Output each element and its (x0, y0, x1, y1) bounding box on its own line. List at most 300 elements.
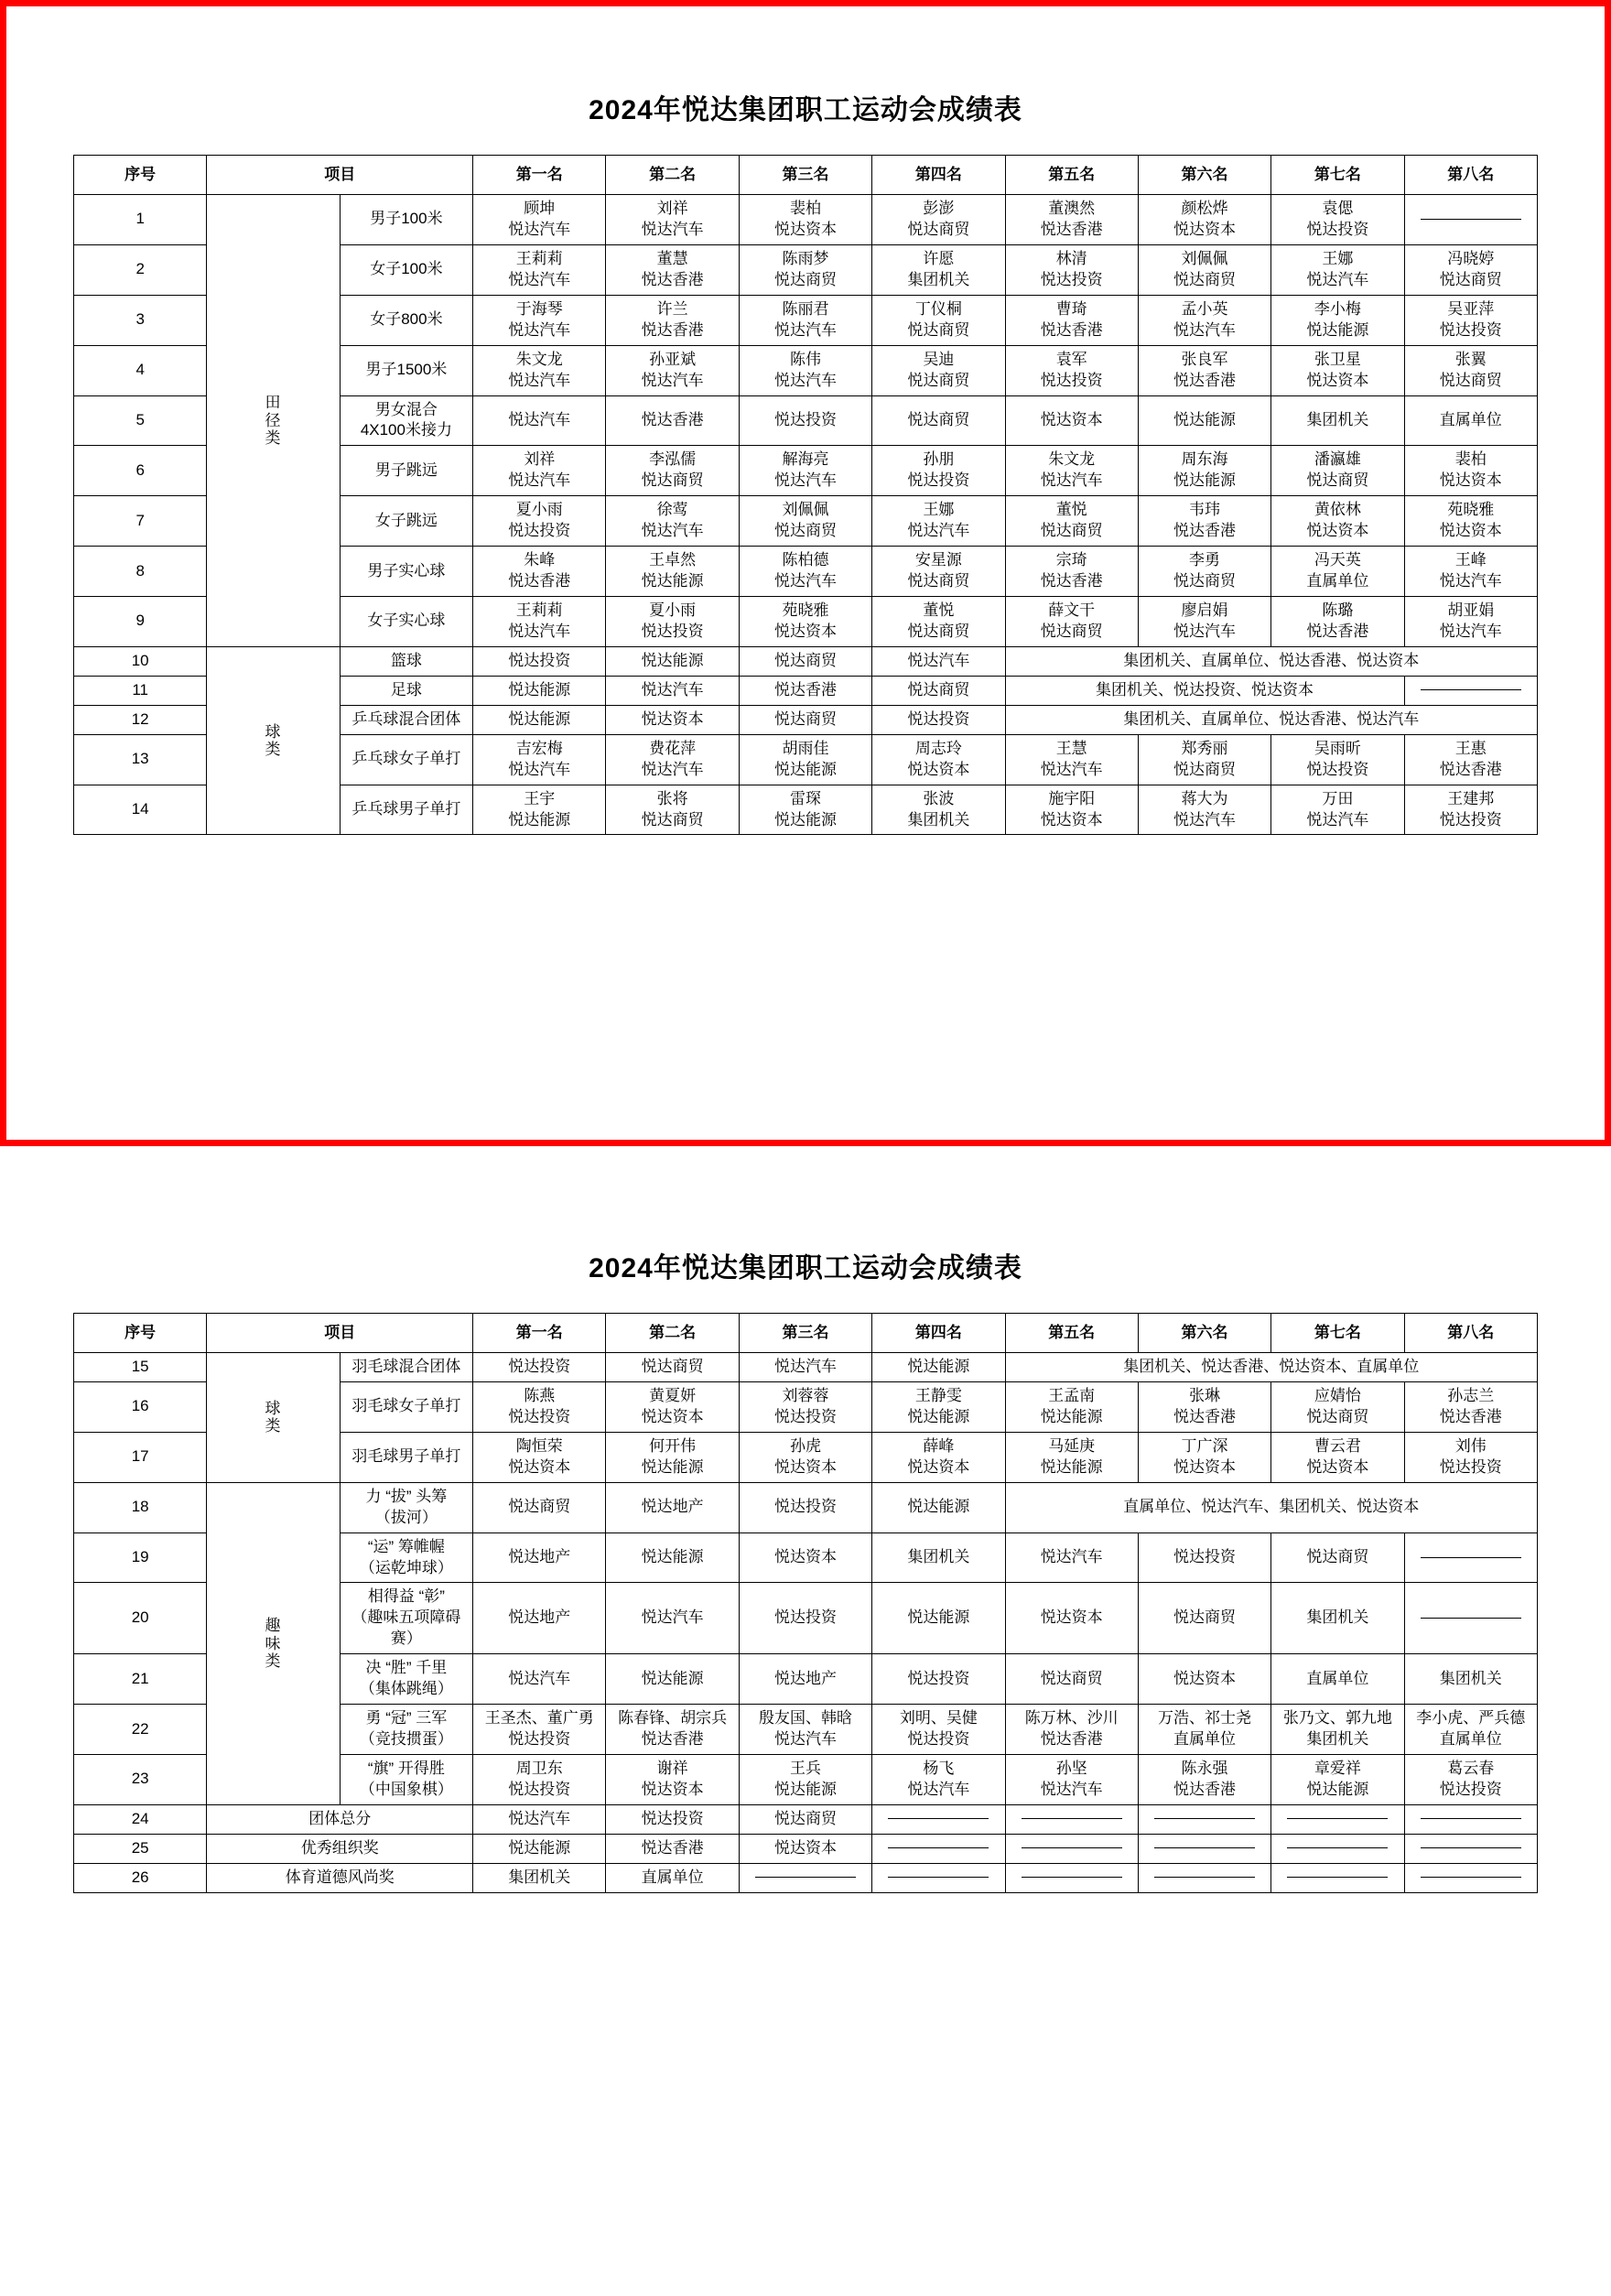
winner-org: 悦达能源 (1040, 1407, 1103, 1425)
place-2-cell (606, 1705, 739, 1755)
winner-org: 悦达商贸 (907, 622, 970, 640)
place-8-cell (1404, 295, 1537, 345)
place-7-cell (1271, 295, 1404, 345)
place-6-cell (1138, 547, 1270, 597)
place-8-cell (1404, 785, 1537, 835)
place-2-cell (606, 646, 739, 676)
place-2-cell (606, 1654, 739, 1705)
winner-org: 悦达商贸 (1040, 522, 1103, 540)
winner-org: 悦达投资 (641, 1809, 704, 1827)
row-index: 8 (74, 547, 207, 597)
table-row (74, 1863, 1538, 1892)
event-name: 羽毛球混合团体 (340, 1353, 472, 1382)
winner-org: 悦达商贸 (1306, 1407, 1369, 1425)
place-1-cell (473, 1804, 606, 1834)
place-2-cell (606, 1353, 739, 1382)
place-2-cell (606, 244, 739, 295)
winner-name: 颜松烨 (1181, 200, 1228, 217)
place-3-cell (739, 785, 871, 835)
place-7-cell (1271, 1381, 1404, 1432)
place-3-cell (739, 195, 871, 245)
place-3-cell (739, 1863, 871, 1892)
winner-org: 悦达商贸 (1173, 270, 1237, 288)
winner-org: 悦达投资 (1040, 270, 1103, 288)
winner-org: 直属单位 (1306, 572, 1369, 590)
winner-org: 悦达商贸 (641, 471, 704, 490)
empty-dash (1421, 689, 1521, 691)
row-index: 22 (74, 1705, 207, 1755)
winner-org: 悦达商贸 (1173, 1608, 1237, 1627)
winner-org: 悦达资本 (1306, 371, 1369, 389)
winner-org: 悦达商贸 (1306, 471, 1369, 490)
place-5-cell (1005, 295, 1138, 345)
table-row (74, 195, 1538, 245)
winner-org: 悦达资本 (1173, 1669, 1237, 1687)
place-1-cell (473, 1381, 606, 1432)
place-7-cell (1271, 1755, 1404, 1805)
place-6-cell (1138, 244, 1270, 295)
winner-org: 悦达能源 (773, 1780, 837, 1798)
winner-name: 张波 (923, 789, 955, 807)
place-6-cell (1138, 597, 1270, 647)
empty-dash (888, 1877, 989, 1879)
winner-org: 悦达能源 (907, 1608, 970, 1627)
row-index: 1 (74, 195, 207, 245)
header-place-2: 第二名 (606, 156, 739, 195)
winner-org: 悦达香港 (1173, 522, 1237, 540)
empty-dash (888, 1818, 989, 1820)
winner-name: 裴柏 (1454, 450, 1487, 469)
winner-org: 悦达商贸 (773, 1809, 837, 1827)
empty-dash (1022, 1818, 1122, 1820)
place-7-cell (1271, 1532, 1404, 1583)
event-name: 团体总分 (207, 1804, 473, 1834)
winner-org: 悦达投资 (907, 1669, 970, 1687)
winner-name: 顾坤 (524, 200, 556, 217)
winner-org: 悦达汽车 (907, 651, 970, 669)
winner-name: 苑晓雅 (782, 601, 829, 619)
header-place-6: 第六名 (1138, 1314, 1270, 1353)
winner-org: 悦达汽车 (508, 760, 571, 778)
empty-dash (888, 1847, 989, 1849)
place-6-cell (1138, 1863, 1270, 1892)
place-3-cell (739, 1482, 871, 1532)
winner-org: 悦达商贸 (907, 572, 970, 590)
winner-org: 悦达资本 (508, 1457, 571, 1476)
place-8-cell (1404, 1432, 1537, 1482)
winner-name: 何开伟 (649, 1436, 697, 1455)
place-4-cell (872, 705, 1005, 734)
winner-org: 悦达地产 (508, 1548, 571, 1566)
winner-name: 王惠 (1454, 739, 1487, 757)
place-3-cell (739, 1353, 871, 1382)
winner-org: 悦达香港 (1040, 220, 1103, 238)
place-5-cell (1005, 496, 1138, 547)
winner-name: 袁偲 (1322, 200, 1354, 217)
document-page-2 (0, 1164, 1611, 2296)
results-table-page-1 (73, 155, 1538, 835)
place-3-cell (739, 734, 871, 785)
place-1-cell (473, 734, 606, 785)
winner-name: 董慧 (656, 249, 688, 267)
table-row (74, 1804, 1538, 1834)
place-5-cell (1005, 1804, 1138, 1834)
winner-org: 悦达地产 (773, 1669, 837, 1687)
place-6-cell (1138, 1583, 1270, 1654)
place-8-cell (1404, 1705, 1537, 1755)
winner-org: 悦达香港 (1306, 622, 1369, 640)
place-1-cell (473, 345, 606, 395)
winner-name: 丁仪桐 (914, 299, 962, 318)
place-3-cell (739, 646, 871, 676)
winner-name: 李勇 (1189, 551, 1221, 569)
winner-name: 刘蓉蓉 (782, 1386, 829, 1404)
place-5-cell (1005, 345, 1138, 395)
winner-org: 直属单位、悦达汽车、集团机关、悦达资本 (1123, 1498, 1420, 1516)
event-name: 男子100米 (340, 195, 472, 245)
place-6-cell (1404, 676, 1537, 705)
winner-name: 裴柏 (789, 200, 821, 217)
winner-name: 章爱祥 (1314, 1760, 1361, 1777)
winner-name: 刘佩佩 (1181, 249, 1228, 267)
winner-org: 悦达资本 (1040, 1608, 1103, 1627)
winner-org: 悦达投资 (907, 1730, 970, 1749)
winner-name: 孙虎 (789, 1436, 821, 1455)
winner-org: 悦达能源 (508, 810, 571, 829)
winner-name: 冯晓婷 (1447, 249, 1495, 267)
place-1-cell (473, 705, 606, 734)
place-4-cell (872, 1532, 1005, 1583)
place-7-cell (1271, 1804, 1404, 1834)
winner-org: 悦达汽车 (1040, 471, 1103, 490)
winner-org: 悦达香港 (641, 270, 704, 288)
place-6-cell (1138, 1705, 1270, 1755)
winner-org: 悦达资本 (907, 760, 970, 778)
place-2-cell (606, 1583, 739, 1654)
place-4-cell (872, 395, 1005, 446)
winner-org: 悦达资本 (907, 1457, 970, 1476)
winner-org: 悦达汽车 (1040, 1780, 1103, 1798)
winner-org: 悦达汽车 (641, 371, 704, 389)
place-3-cell (739, 705, 871, 734)
row-index: 24 (74, 1804, 207, 1834)
winner-name: 孙朋 (923, 450, 955, 469)
place-5-cell (1005, 1834, 1138, 1863)
place-1-cell (473, 295, 606, 345)
winner-name: 陈璐 (1322, 601, 1354, 619)
place-5-cell (1005, 1654, 1138, 1705)
place-2-cell (606, 1804, 739, 1834)
place-4-cell (872, 734, 1005, 785)
winner-org: 悦达地产 (508, 1608, 571, 1627)
place-1-cell (473, 547, 606, 597)
header-row-2 (74, 1314, 1538, 1353)
empty-dash (1154, 1818, 1255, 1820)
winner-org: 集团机关 (1306, 1730, 1369, 1749)
winner-name: 潘瀛雄 (1314, 450, 1361, 469)
winner-org: 悦达资本 (1040, 410, 1103, 428)
winner-name: 施宇阳 (1048, 789, 1096, 807)
place-4-cell (872, 646, 1005, 676)
place-8-cell (1404, 345, 1537, 395)
place-6-cell (1138, 785, 1270, 835)
place-4-cell (872, 195, 1005, 245)
row-index: 25 (74, 1834, 207, 1863)
winner-org: 悦达汽车 (1439, 622, 1502, 640)
results-table-page-2 (73, 1313, 1538, 1893)
winner-org: 悦达汽车 (508, 371, 571, 389)
place-5-cell (1005, 244, 1138, 295)
winner-name: 曹云君 (1314, 1436, 1361, 1455)
header-row (74, 156, 1538, 195)
row-index: 18 (74, 1482, 207, 1532)
row-index: 21 (74, 1654, 207, 1705)
winner-org: 悦达资本 (641, 1407, 704, 1425)
place-1-cell (473, 1432, 606, 1482)
place-8-cell (1404, 1863, 1537, 1892)
event-name: 乒乓球女子单打 (340, 734, 472, 785)
empty-dash (1022, 1877, 1122, 1879)
place-1-cell (473, 395, 606, 446)
place-5-cell (1005, 195, 1138, 245)
place-7-cell (1271, 195, 1404, 245)
winner-org: 悦达香港 (773, 680, 837, 699)
winner-name: 廖启娟 (1181, 601, 1228, 619)
winner-name: 韦玮 (1189, 501, 1221, 519)
place-1-cell (473, 244, 606, 295)
event-name: 力 “拔” 头筹 （拔河） (340, 1482, 472, 1532)
winner-name: 万田 (1322, 789, 1354, 807)
winner-org: 悦达商贸 (1306, 1548, 1369, 1566)
winner-org: 悦达汽车 (508, 270, 571, 288)
place-5-cell (1005, 597, 1138, 647)
winner-org: 悦达资本 (1306, 1457, 1369, 1476)
event-name: “运” 筹帷幄 （运乾坤球） (340, 1532, 472, 1583)
winner-org: 悦达投资 (1040, 371, 1103, 389)
place-2-cell (606, 1755, 739, 1805)
winner-org: 悦达商贸 (641, 810, 704, 829)
place-1-cell (473, 676, 606, 705)
winner-name: 薛文干 (1048, 601, 1096, 619)
winner-name: 王宇 (524, 789, 556, 807)
event-name: 男子1500米 (340, 345, 472, 395)
winner-name: 王慧 (1055, 739, 1087, 757)
winner-org: 悦达香港 (641, 410, 704, 428)
place-3-cell (739, 1532, 871, 1583)
empty-dash (1421, 1847, 1521, 1849)
place-7-cell (1271, 395, 1404, 446)
winner-name: 徐莺 (656, 501, 688, 519)
winner-org: 悦达香港 (1040, 1730, 1103, 1749)
winner-org: 悦达香港 (641, 1730, 704, 1749)
winner-org: 悦达投资 (1306, 220, 1369, 238)
place-3-cell (739, 295, 871, 345)
winner-org: 悦达投资 (773, 1498, 837, 1516)
winner-name: 周志玲 (914, 739, 962, 757)
empty-dash (1421, 1618, 1521, 1619)
winner-name: 王圣杰、董广勇 (484, 1709, 594, 1727)
winner-name: 陈丽君 (782, 299, 829, 318)
winner-org: 悦达商贸 (773, 270, 837, 288)
winner-org: 悦达投资 (508, 651, 571, 669)
winner-name: 胡雨佳 (782, 739, 829, 757)
place-7-cell (1271, 446, 1404, 496)
event-name: 足球 (340, 676, 472, 705)
empty-dash (755, 1877, 856, 1879)
winner-org: 悦达能源 (773, 810, 837, 829)
place-6-cell (1138, 1834, 1270, 1863)
winner-org: 悦达地产 (641, 1498, 704, 1516)
winner-name: 王孟南 (1048, 1386, 1096, 1404)
winner-name: 苑晓雅 (1447, 501, 1495, 519)
header-place-3: 第三名 (739, 1314, 871, 1353)
place-2-cell (606, 1863, 739, 1892)
place-6-cell (1138, 345, 1270, 395)
place-8-cell (1404, 1583, 1537, 1654)
winner-org: 悦达能源 (641, 572, 704, 590)
winner-org: 悦达投资 (907, 709, 970, 728)
table-body-page-2 (74, 1353, 1538, 1893)
winner-org: 悦达资本 (1439, 471, 1502, 490)
place-3-cell (739, 597, 871, 647)
winner-org: 悦达投资 (508, 1730, 571, 1749)
place-3-cell (739, 1755, 871, 1805)
winner-name: 张卫星 (1314, 350, 1361, 368)
empty-dash (1421, 1818, 1521, 1820)
event-name: 决 “胜” 千里 （集体跳绳） (340, 1654, 472, 1705)
winner-org: 悦达投资 (773, 1407, 837, 1425)
winner-org: 悦达商贸 (508, 1498, 571, 1516)
winner-org: 悦达香港 (1173, 1780, 1237, 1798)
winner-org: 集团机关、悦达投资、悦达资本 (1096, 680, 1314, 699)
winner-org: 悦达商贸 (907, 680, 970, 699)
winner-org: 悦达投资 (907, 471, 970, 490)
winner-org: 悦达商贸 (1173, 760, 1237, 778)
place-7-cell (1271, 345, 1404, 395)
event-name: 男子实心球 (340, 547, 472, 597)
place-6-cell (1138, 195, 1270, 245)
place-6-cell (1138, 295, 1270, 345)
winner-org: 悦达商贸 (773, 651, 837, 669)
header-place-5: 第五名 (1005, 156, 1138, 195)
place-4-cell (872, 446, 1005, 496)
event-name: 女子100米 (340, 244, 472, 295)
winner-name: 李泓儒 (649, 450, 697, 469)
winner-org: 集团机关 (907, 810, 970, 829)
place-2-cell (606, 705, 739, 734)
place-8-cell (1404, 734, 1537, 785)
place-5-cell (1005, 1482, 1537, 1532)
place-3-cell (739, 446, 871, 496)
place-6-cell (1138, 395, 1270, 446)
place-2-cell (606, 547, 739, 597)
place-8-cell (1404, 446, 1537, 496)
winner-name: 万浩、祁士尧 (1158, 1709, 1252, 1727)
place-5-cell (1005, 705, 1537, 734)
place-2-cell (606, 295, 739, 345)
place-6-cell (1138, 1432, 1270, 1482)
row-index: 14 (74, 785, 207, 835)
page-title: 2024年悦达集团职工运动会成绩表 (589, 95, 1022, 125)
place-4-cell (872, 345, 1005, 395)
winner-org: 悦达汽车 (641, 220, 704, 238)
winner-org: 悦达能源 (641, 1548, 704, 1566)
place-5-cell (1005, 1583, 1138, 1654)
winner-name: 杨飞 (923, 1760, 955, 1777)
place-1-cell (473, 1654, 606, 1705)
place-4-cell (872, 1804, 1005, 1834)
winner-org: 悦达汽车 (1306, 810, 1369, 829)
winner-org: 悦达汽车 (1173, 810, 1237, 829)
winner-org: 悦达汽车 (1040, 760, 1103, 778)
winner-org: 悦达香港 (1439, 1407, 1502, 1425)
winner-org: 悦达投资 (508, 1780, 571, 1798)
winner-name: 陈柏德 (782, 551, 829, 569)
place-8-cell (1404, 496, 1537, 547)
winner-org: 直属单位 (1439, 1730, 1502, 1749)
place-7-cell (1271, 1834, 1404, 1863)
winner-name: 王建邦 (1447, 789, 1495, 807)
winner-org: 悦达香港 (1173, 1407, 1237, 1425)
winner-name: 李小梅 (1314, 299, 1361, 318)
winner-org: 悦达汽车 (508, 471, 571, 490)
place-7-cell (1271, 597, 1404, 647)
winner-org: 悦达投资 (1306, 760, 1369, 778)
place-4-cell (872, 496, 1005, 547)
winner-org: 悦达投资 (508, 1358, 571, 1375)
winner-name: 吴亚萍 (1447, 299, 1495, 318)
winner-org: 悦达汽车 (508, 320, 571, 339)
row-index: 9 (74, 597, 207, 647)
winner-org: 悦达汽车 (641, 760, 704, 778)
place-2-cell (606, 1834, 739, 1863)
place-7-cell (1271, 244, 1404, 295)
place-5-cell (1005, 1381, 1138, 1432)
empty-dash (1421, 1557, 1521, 1559)
place-5-cell (1005, 446, 1138, 496)
winner-org: 集团机关 (1306, 1608, 1369, 1627)
place-7-cell (1271, 496, 1404, 547)
empty-dash (1154, 1877, 1255, 1879)
place-2-cell (606, 446, 739, 496)
winner-org: 悦达资本 (1173, 1457, 1237, 1476)
place-4-cell (872, 785, 1005, 835)
place-4-cell (872, 676, 1005, 705)
row-index: 20 (74, 1583, 207, 1654)
winner-name: 周东海 (1181, 450, 1228, 469)
place-6-cell (1138, 1755, 1270, 1805)
empty-dash (1022, 1847, 1122, 1849)
empty-dash (1287, 1818, 1388, 1820)
winner-org: 悦达商贸 (907, 410, 970, 428)
winner-name: 李小虎、严兵德 (1416, 1709, 1526, 1727)
winner-org: 悦达资本 (1173, 220, 1237, 238)
event-name: 乒乓球混合团体 (340, 705, 472, 734)
winner-name: 张琳 (1189, 1386, 1221, 1404)
winner-org: 悦达香港 (1439, 760, 1502, 778)
table-header-2 (74, 1314, 1538, 1353)
row-index: 10 (74, 646, 207, 676)
winner-name: 郑秀丽 (1181, 739, 1228, 757)
winner-org: 悦达香港 (1040, 320, 1103, 339)
category-label: 趣 味 类 (207, 1482, 340, 1804)
place-4-cell (872, 244, 1005, 295)
table-row (74, 1353, 1538, 1382)
winner-org: 悦达资本 (1439, 522, 1502, 540)
winner-name: 刘祥 (524, 450, 556, 469)
place-3-cell (739, 547, 871, 597)
winner-org: 悦达投资 (773, 1608, 837, 1627)
